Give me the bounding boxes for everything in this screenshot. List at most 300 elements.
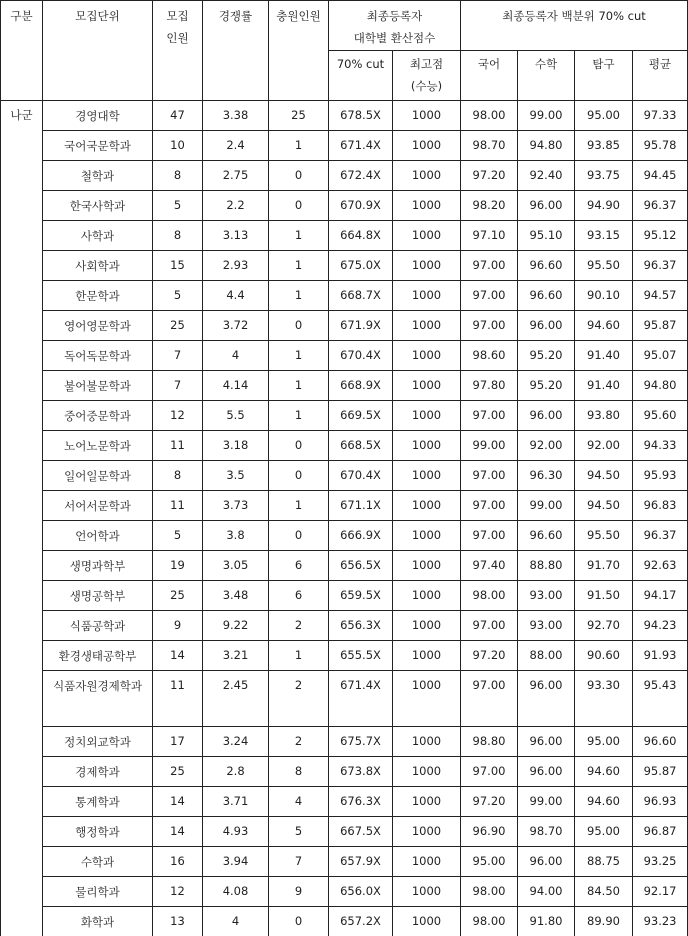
quota-cell: 7 bbox=[153, 371, 203, 401]
ratio-cell: 9.22 bbox=[203, 611, 269, 641]
ratio-cell: 4.08 bbox=[203, 877, 269, 907]
korean-cell: 97.40 bbox=[461, 551, 518, 581]
average-cell: 94.23 bbox=[633, 611, 688, 641]
average-cell: 96.37 bbox=[633, 191, 688, 221]
math-cell: 96.00 bbox=[518, 727, 575, 757]
extra-cell: 0 bbox=[269, 907, 329, 936]
cut-score-cell: 671.1X bbox=[329, 491, 393, 521]
cut-score-cell: 673.8X bbox=[329, 757, 393, 787]
average-cell: 96.93 bbox=[633, 787, 688, 817]
inquiry-cell: 94.60 bbox=[575, 311, 633, 341]
korean-cell: 97.00 bbox=[461, 757, 518, 787]
table-row bbox=[1, 221, 688, 251]
math-cell: 99.00 bbox=[518, 491, 575, 521]
math-cell: 96.00 bbox=[518, 671, 575, 727]
ratio-cell: 3.18 bbox=[203, 431, 269, 461]
table-body bbox=[1, 101, 688, 936]
max-score-cell: 1000 bbox=[393, 581, 461, 611]
extra-cell: 1 bbox=[269, 371, 329, 401]
quota-cell: 12 bbox=[153, 401, 203, 431]
ratio-cell: 4 bbox=[203, 341, 269, 371]
cut-score-cell: 672.4X bbox=[329, 161, 393, 191]
quota-cell: 11 bbox=[153, 431, 203, 461]
math-cell: 96.00 bbox=[518, 847, 575, 877]
average-cell: 95.87 bbox=[633, 311, 688, 341]
cut-score-cell: 657.9X bbox=[329, 847, 393, 877]
average-cell: 96.37 bbox=[633, 251, 688, 281]
extra-cell: 2 bbox=[269, 727, 329, 757]
ratio-cell: 5.5 bbox=[203, 401, 269, 431]
header-max: 최고점 (수능) bbox=[393, 51, 461, 101]
quota-cell: 13 bbox=[153, 907, 203, 936]
quota-cell: 17 bbox=[153, 727, 203, 757]
ratio-cell: 3.94 bbox=[203, 847, 269, 877]
extra-cell: 6 bbox=[269, 551, 329, 581]
korean-cell: 97.00 bbox=[461, 251, 518, 281]
max-score-cell: 1000 bbox=[393, 907, 461, 936]
average-cell: 96.83 bbox=[633, 491, 688, 521]
unit-cell: 서어서문학과 bbox=[43, 491, 153, 521]
inquiry-cell: 94.50 bbox=[575, 491, 633, 521]
math-cell: 93.00 bbox=[518, 611, 575, 641]
inquiry-cell: 94.90 bbox=[575, 191, 633, 221]
header-group: 구분 bbox=[1, 1, 43, 101]
max-score-cell: 1000 bbox=[393, 221, 461, 251]
average-cell: 92.17 bbox=[633, 877, 688, 907]
math-cell: 95.20 bbox=[518, 371, 575, 401]
table-row bbox=[1, 521, 688, 551]
quota-cell: 14 bbox=[153, 817, 203, 847]
table-row bbox=[1, 727, 688, 757]
extra-cell: 9 bbox=[269, 877, 329, 907]
max-score-cell: 1000 bbox=[393, 787, 461, 817]
korean-cell: 98.00 bbox=[461, 581, 518, 611]
cut-score-cell: 668.9X bbox=[329, 371, 393, 401]
average-cell: 94.45 bbox=[633, 161, 688, 191]
max-score-cell: 1000 bbox=[393, 341, 461, 371]
max-score-cell: 1000 bbox=[393, 281, 461, 311]
cut-score-cell: 670.4X bbox=[329, 341, 393, 371]
header-row-top bbox=[1, 1, 688, 51]
korean-cell: 98.60 bbox=[461, 341, 518, 371]
extra-cell: 2 bbox=[269, 671, 329, 727]
math-cell: 96.60 bbox=[518, 521, 575, 551]
inquiry-cell: 89.90 bbox=[575, 907, 633, 936]
table-row bbox=[1, 877, 688, 907]
average-cell: 97.33 bbox=[633, 101, 688, 131]
math-cell: 94.80 bbox=[518, 131, 575, 161]
inquiry-cell: 93.30 bbox=[575, 671, 633, 727]
quota-cell: 47 bbox=[153, 101, 203, 131]
cut-score-cell: 656.0X bbox=[329, 877, 393, 907]
extra-cell: 6 bbox=[269, 581, 329, 611]
table-row bbox=[1, 371, 688, 401]
math-cell: 92.00 bbox=[518, 431, 575, 461]
ratio-cell: 2.93 bbox=[203, 251, 269, 281]
average-cell: 95.87 bbox=[633, 757, 688, 787]
max-score-cell: 1000 bbox=[393, 521, 461, 551]
korean-cell: 97.00 bbox=[461, 521, 518, 551]
inquiry-cell: 91.50 bbox=[575, 581, 633, 611]
korean-cell: 97.00 bbox=[461, 281, 518, 311]
cut-score-cell: 656.3X bbox=[329, 611, 393, 641]
inquiry-cell: 91.70 bbox=[575, 551, 633, 581]
cut-score-cell: 676.3X bbox=[329, 787, 393, 817]
inquiry-cell: 95.50 bbox=[575, 521, 633, 551]
korean-cell: 97.00 bbox=[461, 671, 518, 727]
cut-score-cell: 675.0X bbox=[329, 251, 393, 281]
average-cell: 93.25 bbox=[633, 847, 688, 877]
max-score-cell: 1000 bbox=[393, 101, 461, 131]
header-math: 수학 bbox=[518, 51, 575, 101]
inquiry-cell: 93.80 bbox=[575, 401, 633, 431]
unit-cell: 정치외교학과 bbox=[43, 727, 153, 757]
max-score-cell: 1000 bbox=[393, 431, 461, 461]
math-cell: 88.80 bbox=[518, 551, 575, 581]
math-cell: 99.00 bbox=[518, 101, 575, 131]
inquiry-cell: 91.40 bbox=[575, 341, 633, 371]
header-avg: 평균 bbox=[633, 51, 688, 101]
math-cell: 94.00 bbox=[518, 877, 575, 907]
ratio-cell: 3.13 bbox=[203, 221, 269, 251]
cut-score-cell: 659.5X bbox=[329, 581, 393, 611]
table-row bbox=[1, 101, 688, 131]
table-row bbox=[1, 431, 688, 461]
unit-cell: 생명공학부 bbox=[43, 581, 153, 611]
max-score-cell: 1000 bbox=[393, 611, 461, 641]
max-score-cell: 1000 bbox=[393, 757, 461, 787]
quota-cell: 25 bbox=[153, 311, 203, 341]
inquiry-cell: 91.40 bbox=[575, 371, 633, 401]
ratio-cell: 4.93 bbox=[203, 817, 269, 847]
max-score-cell: 1000 bbox=[393, 817, 461, 847]
unit-cell: 언어학과 bbox=[43, 521, 153, 551]
max-score-cell: 1000 bbox=[393, 401, 461, 431]
ratio-cell: 2.4 bbox=[203, 131, 269, 161]
table-row bbox=[1, 641, 688, 671]
korean-cell: 95.00 bbox=[461, 847, 518, 877]
quota-cell: 11 bbox=[153, 491, 203, 521]
quota-cell: 8 bbox=[153, 221, 203, 251]
quota-cell: 12 bbox=[153, 877, 203, 907]
unit-cell: 사회학과 bbox=[43, 251, 153, 281]
inquiry-cell: 95.00 bbox=[575, 727, 633, 757]
quota-cell: 9 bbox=[153, 611, 203, 641]
quota-cell: 19 bbox=[153, 551, 203, 581]
cut-score-cell: 675.7X bbox=[329, 727, 393, 757]
ratio-cell: 4.4 bbox=[203, 281, 269, 311]
table-row bbox=[1, 161, 688, 191]
ratio-cell: 2.2 bbox=[203, 191, 269, 221]
korean-cell: 98.80 bbox=[461, 727, 518, 757]
math-cell: 96.60 bbox=[518, 281, 575, 311]
header-percentile: 최종등록자 백분위 70% cut bbox=[461, 1, 688, 51]
ratio-cell: 3.38 bbox=[203, 101, 269, 131]
math-cell: 96.00 bbox=[518, 311, 575, 341]
header-quota: 모집 인원 bbox=[153, 1, 203, 101]
max-score-cell: 1000 bbox=[393, 877, 461, 907]
inquiry-cell: 90.10 bbox=[575, 281, 633, 311]
quota-cell: 25 bbox=[153, 581, 203, 611]
extra-cell: 1 bbox=[269, 131, 329, 161]
unit-cell: 중어중문학과 bbox=[43, 401, 153, 431]
header-korean: 국어 bbox=[461, 51, 518, 101]
header-cut70: 70% cut bbox=[329, 51, 393, 101]
unit-cell: 영어영문학과 bbox=[43, 311, 153, 341]
max-score-cell: 1000 bbox=[393, 251, 461, 281]
quota-cell: 5 bbox=[153, 281, 203, 311]
group-cell: 나군 bbox=[1, 101, 43, 936]
table-row bbox=[1, 671, 688, 727]
ratio-cell: 2.45 bbox=[203, 671, 269, 727]
unit-cell: 생명과학부 bbox=[43, 551, 153, 581]
ratio-cell: 3.24 bbox=[203, 727, 269, 757]
math-cell: 95.20 bbox=[518, 341, 575, 371]
ratio-cell: 2.8 bbox=[203, 757, 269, 787]
cut-score-cell: 656.5X bbox=[329, 551, 393, 581]
table-row bbox=[1, 131, 688, 161]
math-cell: 99.00 bbox=[518, 787, 575, 817]
average-cell: 96.87 bbox=[633, 817, 688, 847]
korean-cell: 97.00 bbox=[461, 491, 518, 521]
math-cell: 96.00 bbox=[518, 191, 575, 221]
average-cell: 94.17 bbox=[633, 581, 688, 611]
average-cell: 95.43 bbox=[633, 671, 688, 727]
max-score-cell: 1000 bbox=[393, 461, 461, 491]
unit-cell: 사학과 bbox=[43, 221, 153, 251]
unit-cell: 행정학과 bbox=[43, 817, 153, 847]
ratio-cell: 3.48 bbox=[203, 581, 269, 611]
cut-score-cell: 655.5X bbox=[329, 641, 393, 671]
extra-cell: 1 bbox=[269, 281, 329, 311]
math-cell: 91.80 bbox=[518, 907, 575, 936]
extra-cell: 1 bbox=[269, 491, 329, 521]
cut-score-cell: 668.7X bbox=[329, 281, 393, 311]
korean-cell: 97.20 bbox=[461, 641, 518, 671]
inquiry-cell: 93.15 bbox=[575, 221, 633, 251]
average-cell: 96.37 bbox=[633, 521, 688, 551]
extra-cell: 7 bbox=[269, 847, 329, 877]
quota-cell: 8 bbox=[153, 161, 203, 191]
inquiry-cell: 93.85 bbox=[575, 131, 633, 161]
korean-cell: 98.00 bbox=[461, 877, 518, 907]
table-row bbox=[1, 311, 688, 341]
ratio-cell: 3.71 bbox=[203, 787, 269, 817]
table-row bbox=[1, 847, 688, 877]
cut-score-cell: 670.9X bbox=[329, 191, 393, 221]
average-cell: 95.07 bbox=[633, 341, 688, 371]
unit-cell: 불어불문학과 bbox=[43, 371, 153, 401]
unit-cell: 화학과 bbox=[43, 907, 153, 936]
extra-cell: 25 bbox=[269, 101, 329, 131]
average-cell: 93.23 bbox=[633, 907, 688, 936]
inquiry-cell: 94.50 bbox=[575, 461, 633, 491]
math-cell: 96.30 bbox=[518, 461, 575, 491]
inquiry-cell: 84.50 bbox=[575, 877, 633, 907]
ratio-cell: 4.14 bbox=[203, 371, 269, 401]
cut-score-cell: 667.5X bbox=[329, 817, 393, 847]
header-unit: 모집단위 bbox=[43, 1, 153, 101]
inquiry-cell: 88.75 bbox=[575, 847, 633, 877]
extra-cell: 0 bbox=[269, 191, 329, 221]
table-row bbox=[1, 757, 688, 787]
unit-cell: 수학과 bbox=[43, 847, 153, 877]
korean-cell: 97.00 bbox=[461, 311, 518, 341]
unit-cell: 독어독문학과 bbox=[43, 341, 153, 371]
max-score-cell: 1000 bbox=[393, 671, 461, 727]
header-inquiry: 탐구 bbox=[575, 51, 633, 101]
cut-score-cell: 664.8X bbox=[329, 221, 393, 251]
quota-cell: 11 bbox=[153, 671, 203, 727]
inquiry-cell: 93.75 bbox=[575, 161, 633, 191]
extra-cell: 1 bbox=[269, 221, 329, 251]
unit-cell: 경제학과 bbox=[43, 757, 153, 787]
cut-score-cell: 668.5X bbox=[329, 431, 393, 461]
table-row bbox=[1, 281, 688, 311]
average-cell: 96.60 bbox=[633, 727, 688, 757]
inquiry-cell: 95.00 bbox=[575, 817, 633, 847]
inquiry-cell: 92.70 bbox=[575, 611, 633, 641]
korean-cell: 97.00 bbox=[461, 401, 518, 431]
math-cell: 96.60 bbox=[518, 251, 575, 281]
quota-cell: 16 bbox=[153, 847, 203, 877]
header-extra: 충원인원 bbox=[269, 1, 329, 101]
korean-cell: 98.00 bbox=[461, 907, 518, 936]
korean-cell: 97.00 bbox=[461, 461, 518, 491]
math-cell: 96.00 bbox=[518, 757, 575, 787]
math-cell: 88.00 bbox=[518, 641, 575, 671]
table-row bbox=[1, 491, 688, 521]
average-cell: 94.57 bbox=[633, 281, 688, 311]
extra-cell: 1 bbox=[269, 641, 329, 671]
ratio-cell: 3.72 bbox=[203, 311, 269, 341]
korean-cell: 99.00 bbox=[461, 431, 518, 461]
ratio-cell: 3.05 bbox=[203, 551, 269, 581]
math-cell: 95.10 bbox=[518, 221, 575, 251]
max-score-cell: 1000 bbox=[393, 311, 461, 341]
ratio-cell: 3.5 bbox=[203, 461, 269, 491]
max-score-cell: 1000 bbox=[393, 551, 461, 581]
math-cell: 96.00 bbox=[518, 401, 575, 431]
unit-cell: 환경생태공학부 bbox=[43, 641, 153, 671]
inquiry-cell: 94.60 bbox=[575, 757, 633, 787]
cut-score-cell: 671.9X bbox=[329, 311, 393, 341]
inquiry-cell: 92.00 bbox=[575, 431, 633, 461]
extra-cell: 4 bbox=[269, 787, 329, 817]
extra-cell: 0 bbox=[269, 461, 329, 491]
table-row bbox=[1, 907, 688, 936]
korean-cell: 97.20 bbox=[461, 787, 518, 817]
table-row bbox=[1, 191, 688, 221]
unit-cell: 국어국문학과 bbox=[43, 131, 153, 161]
quota-cell: 8 bbox=[153, 461, 203, 491]
table-row bbox=[1, 341, 688, 371]
korean-cell: 98.20 bbox=[461, 191, 518, 221]
header-final-score: 최종등록자 대학별 환산점수 bbox=[329, 1, 461, 51]
table-row bbox=[1, 787, 688, 817]
unit-cell: 식품자원경제학과 bbox=[43, 671, 153, 727]
average-cell: 95.60 bbox=[633, 401, 688, 431]
inquiry-cell: 95.00 bbox=[575, 101, 633, 131]
extra-cell: 1 bbox=[269, 401, 329, 431]
math-cell: 92.40 bbox=[518, 161, 575, 191]
average-cell: 94.33 bbox=[633, 431, 688, 461]
max-score-cell: 1000 bbox=[393, 641, 461, 671]
korean-cell: 97.10 bbox=[461, 221, 518, 251]
unit-cell: 경영대학 bbox=[43, 101, 153, 131]
cut-score-cell: 671.4X bbox=[329, 131, 393, 161]
ratio-cell: 3.73 bbox=[203, 491, 269, 521]
math-cell: 98.70 bbox=[518, 817, 575, 847]
ratio-cell: 2.75 bbox=[203, 161, 269, 191]
cut-score-cell: 670.4X bbox=[329, 461, 393, 491]
inquiry-cell: 90.60 bbox=[575, 641, 633, 671]
average-cell: 94.80 bbox=[633, 371, 688, 401]
average-cell: 95.12 bbox=[633, 221, 688, 251]
extra-cell: 5 bbox=[269, 817, 329, 847]
cut-score-cell: 669.5X bbox=[329, 401, 393, 431]
ratio-cell: 4 bbox=[203, 907, 269, 936]
extra-cell: 0 bbox=[269, 431, 329, 461]
quota-cell: 14 bbox=[153, 641, 203, 671]
unit-cell: 철학과 bbox=[43, 161, 153, 191]
average-cell: 95.93 bbox=[633, 461, 688, 491]
cut-score-cell: 678.5X bbox=[329, 101, 393, 131]
extra-cell: 0 bbox=[269, 161, 329, 191]
korean-cell: 97.00 bbox=[461, 611, 518, 641]
ratio-cell: 3.21 bbox=[203, 641, 269, 671]
math-cell: 93.00 bbox=[518, 581, 575, 611]
max-score-cell: 1000 bbox=[393, 191, 461, 221]
unit-cell: 일어일문학과 bbox=[43, 461, 153, 491]
inquiry-cell: 94.60 bbox=[575, 787, 633, 817]
max-score-cell: 1000 bbox=[393, 847, 461, 877]
cut-score-cell: 671.4X bbox=[329, 671, 393, 727]
table-row bbox=[1, 817, 688, 847]
cut-score-cell: 657.2X bbox=[329, 907, 393, 936]
quota-cell: 14 bbox=[153, 787, 203, 817]
extra-cell: 8 bbox=[269, 757, 329, 787]
korean-cell: 97.20 bbox=[461, 161, 518, 191]
quota-cell: 5 bbox=[153, 521, 203, 551]
unit-cell: 물리학과 bbox=[43, 877, 153, 907]
korean-cell: 98.70 bbox=[461, 131, 518, 161]
unit-cell: 한국사학과 bbox=[43, 191, 153, 221]
max-score-cell: 1000 bbox=[393, 131, 461, 161]
max-score-cell: 1000 bbox=[393, 371, 461, 401]
korean-cell: 98.00 bbox=[461, 101, 518, 131]
extra-cell: 1 bbox=[269, 341, 329, 371]
table-row bbox=[1, 461, 688, 491]
ratio-cell: 3.8 bbox=[203, 521, 269, 551]
korean-cell: 97.80 bbox=[461, 371, 518, 401]
extra-cell: 0 bbox=[269, 521, 329, 551]
table-row bbox=[1, 581, 688, 611]
quota-cell: 5 bbox=[153, 191, 203, 221]
average-cell: 91.93 bbox=[633, 641, 688, 671]
unit-cell: 한문학과 bbox=[43, 281, 153, 311]
table-row bbox=[1, 401, 688, 431]
quota-cell: 25 bbox=[153, 757, 203, 787]
unit-cell: 노어노문학과 bbox=[43, 431, 153, 461]
extra-cell: 1 bbox=[269, 251, 329, 281]
average-cell: 92.63 bbox=[633, 551, 688, 581]
table-row bbox=[1, 251, 688, 281]
header-ratio: 경쟁률 bbox=[203, 1, 269, 101]
extra-cell: 2 bbox=[269, 611, 329, 641]
inquiry-cell: 95.50 bbox=[575, 251, 633, 281]
quota-cell: 10 bbox=[153, 131, 203, 161]
